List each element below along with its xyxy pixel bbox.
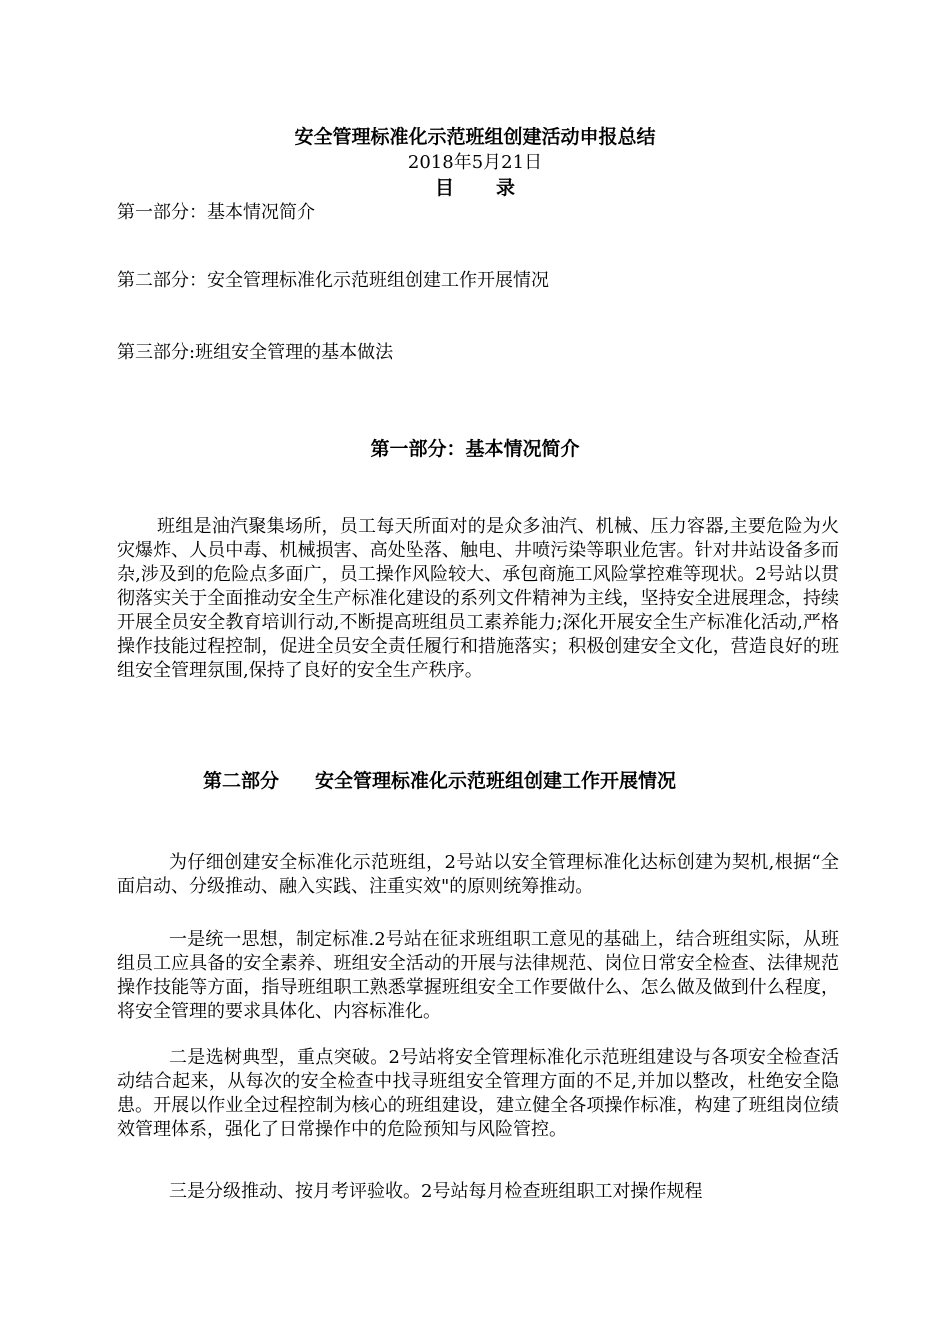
toc-item-part2: 第二部分：安全管理标准化示范班组创建工作开展情况 <box>117 270 549 291</box>
toc-heading <box>0 176 950 200</box>
toc-heading-part1: 目 <box>434 177 454 199</box>
section2-paragraph: 为仔细创建安全标准化示范班组，2号站以安全管理标准化达标创建为契机,根据“全面启动、分级推动、融入实践、注重实效"的原则统筹推动。 <box>117 852 839 897</box>
document-title: 安全管理标准化示范班组创建活动申报总结 <box>294 126 656 148</box>
toc-item-part1: 第一部分：基本情况简介 <box>117 202 315 223</box>
section1-heading: 第一部分：基本情况简介 <box>370 438 580 460</box>
section2-paragraph: 二是选树典型，重点突破。2号站将安全管理标准化示范班组建设与各项安全检查活动结合起来，从每次的安全检查中找寻班组安全管理方面的不足,并加以整改，杜绝安全隐患。开展以作业全过程控制为核心的班组建设，建立健全各项操作标准，构建了班组岗位绩效管理体系，强化了日常操作中的危险预知与风险管控。 <box>117 1047 839 1140</box>
section2-heading <box>203 768 676 794</box>
section1-paragraph: 班组是油汽聚集场所，员工每天所面对的是众多油汽、机械、压力容器,主要危险为火灾爆炸、人员中毒、机械损害、高处坠落、触电、井喷污染等职业危害。针对井站设备多而杂,涉及到的危险点多面广，员工操作风险较大、承包商施工风险掌控难等现状。2号站以贯彻落实关于全面推动安全生产标准化建设的系列文件精神为主线，坚持安全进展理念，持续开展全员安全教育培训行动,不断提高班组员工素养能力;深化开展安全生产标准化活动,严格操作技能过程控制，促进全员安全责任履行和措施落实；积极创建安全文化，营造良好的班组安全管理氛围,保持了良好的安全生产秩序。 <box>117 516 839 681</box>
toc-item-part3: 第三部分:班组安全管理的基本做法 <box>117 342 394 363</box>
section2-heading-part2: 安全管理标准化示范班组创建工作开展情况 <box>315 770 677 792</box>
document-date: 2018年5月21日 <box>407 152 543 173</box>
section2-paragraph: 一是统一思想，制定标准.2号站在征求班组职工意见的基础上，结合班组实际，从班组员工应具备的安全素养、班组安全活动的开展与法律规范、岗位日常安全检查、法律规范操作技能等方面，指导班组职工熟悉掌握班组安全工作要做什么、怎么做及做到什么程度，将安全管理的要求具体化、内容标准化。 <box>117 929 839 1022</box>
section2-paragraph: 三是分级推动、按月考评验收。2号站每月检查班组职工对操作规程 <box>169 1181 703 1202</box>
toc-heading-part2: 录 <box>496 177 516 199</box>
section2-heading-part1: 第二部分 <box>203 770 280 792</box>
